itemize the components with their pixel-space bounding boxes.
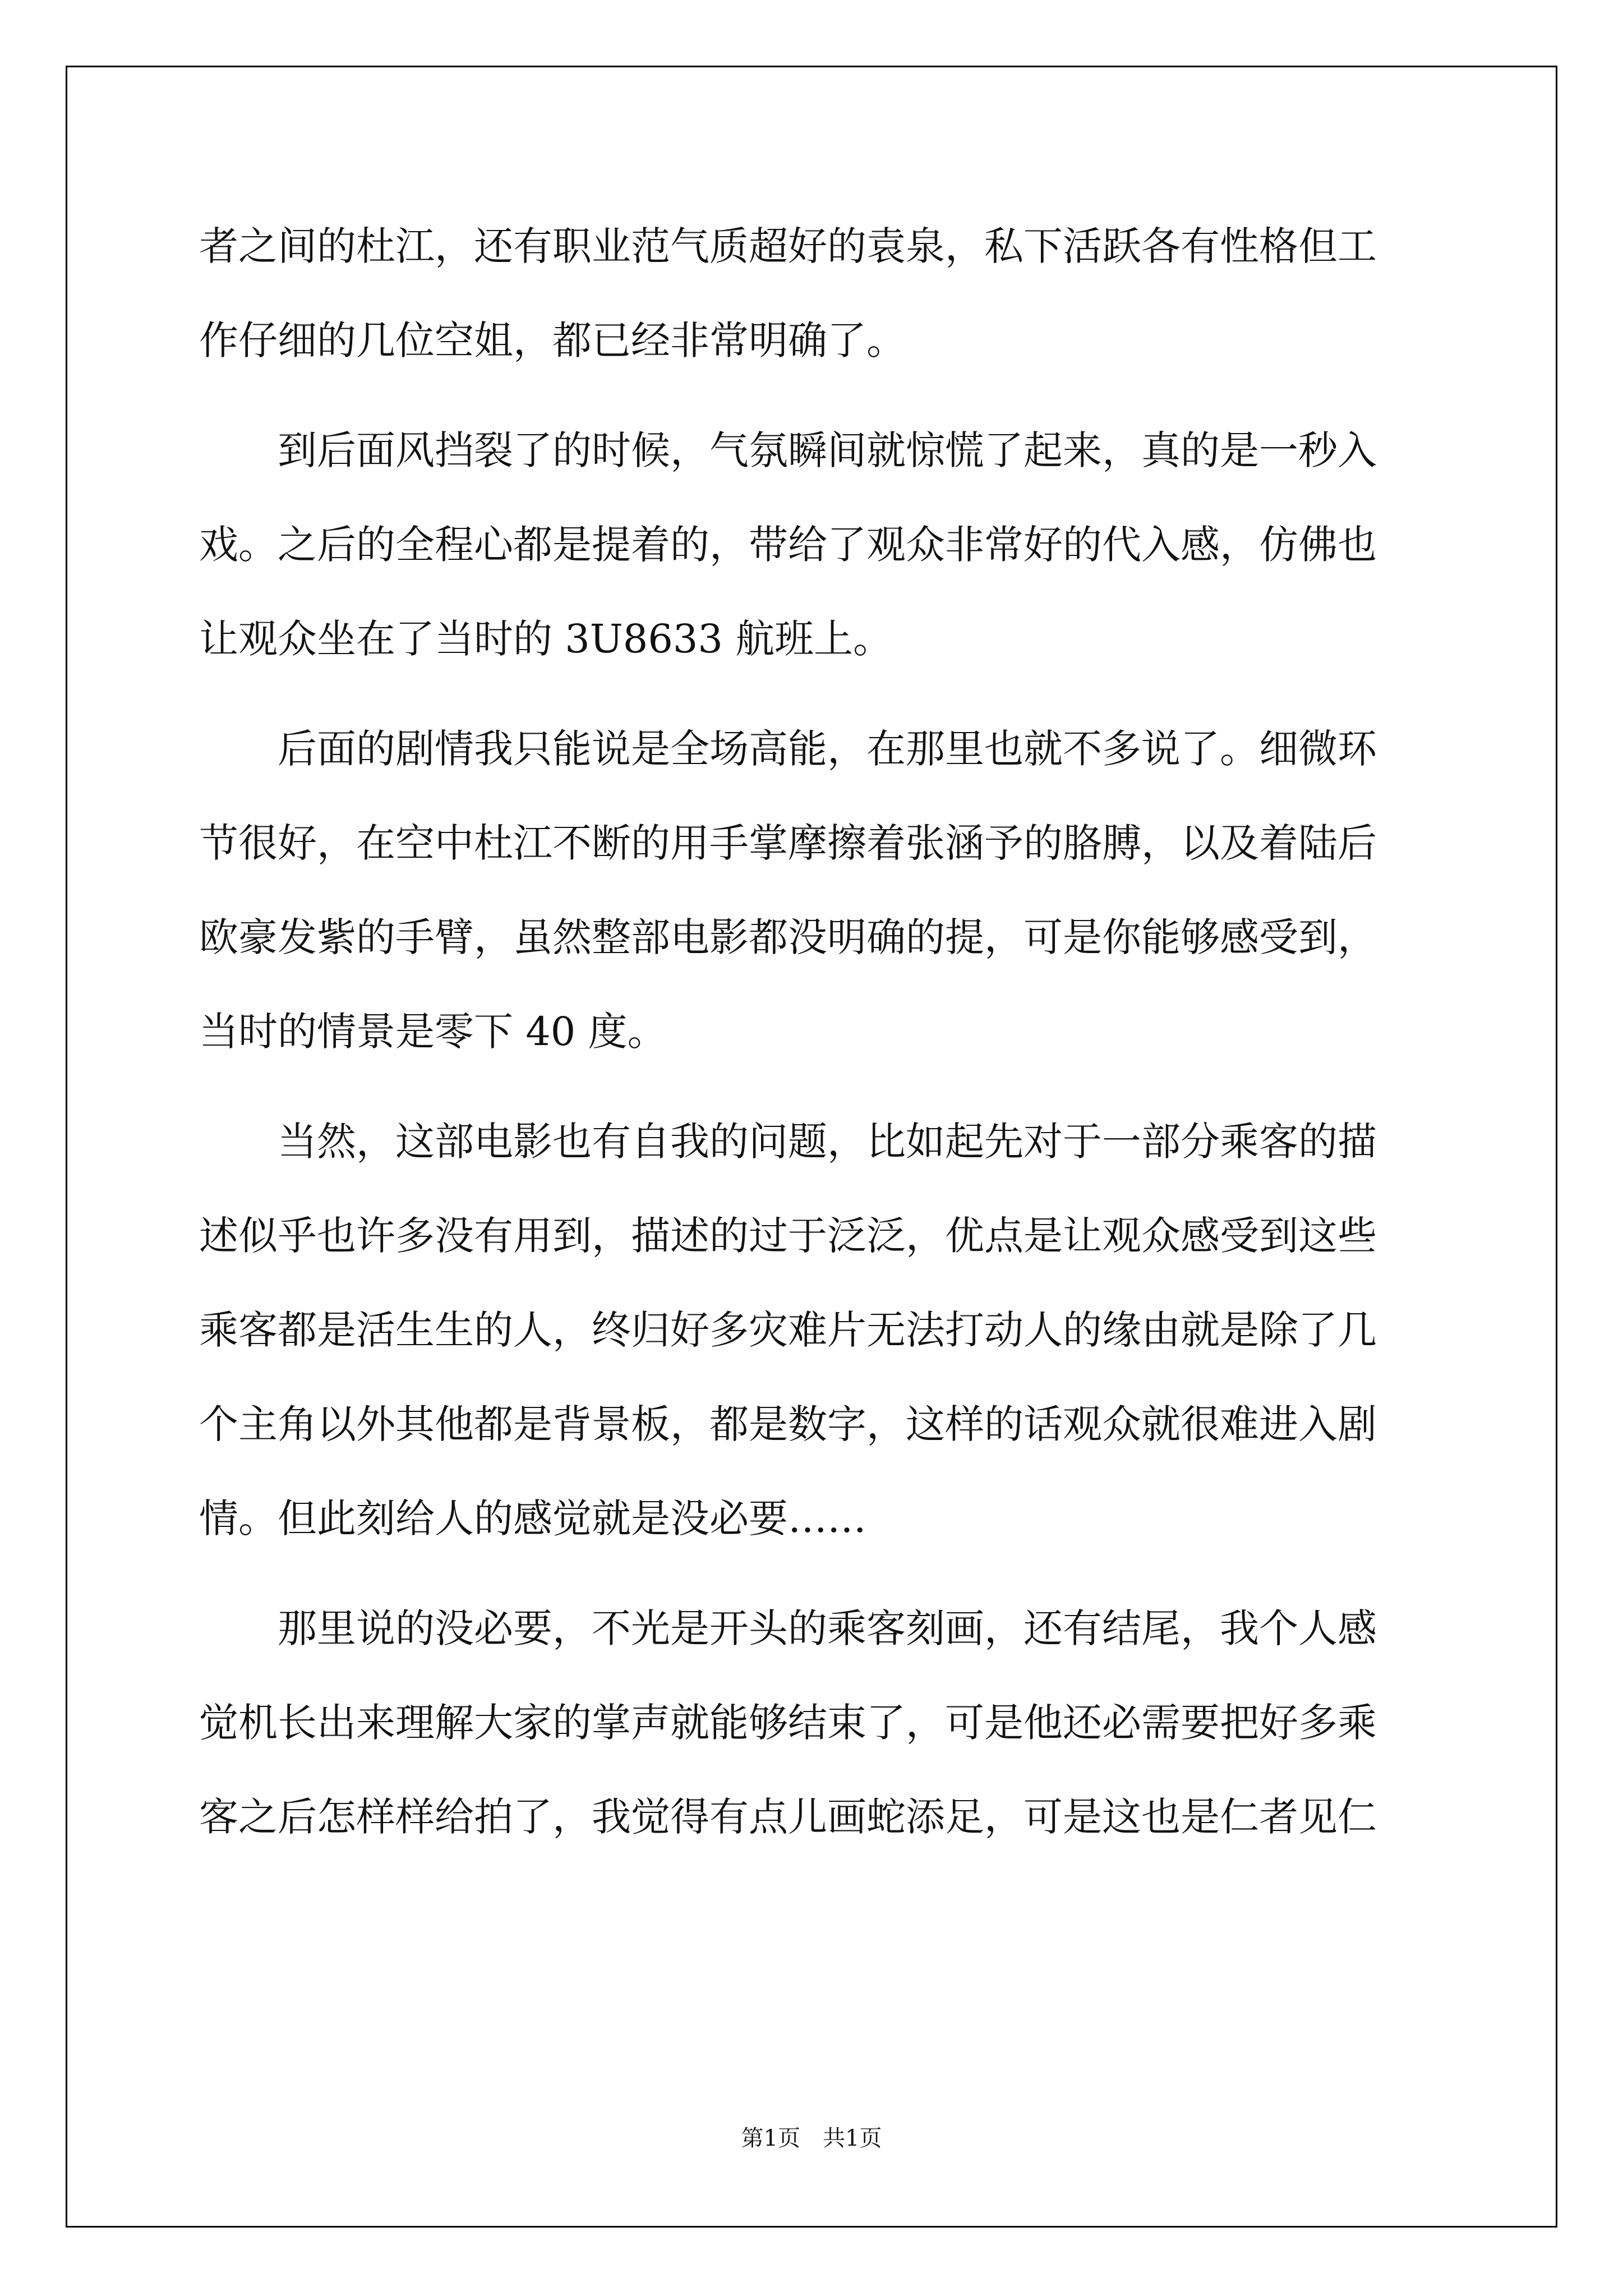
- paragraph-gap: [199, 1566, 1433, 1581]
- paragraph-gap: [199, 388, 1433, 403]
- text-line: 者之间的杜江，还有职业范气质超好的袁泉，私下活跃各有性格但工: [199, 223, 1377, 269]
- text-line: 后面的剧情我只能说是全场高能，在那里也就不多说了。细微环: [199, 726, 1377, 772]
- text-line: 让观众坐在了当时的 3U8633 航班上。: [199, 616, 893, 662]
- document-body: [199, 199, 1433, 1864]
- text-line: 个主角以外其他都是背景板，都是数字，这样的话观众就很难进入剧: [199, 1401, 1377, 1447]
- paragraph-gap: [199, 1079, 1433, 1094]
- text-line: 到后面风挡裂了的时候，气氛瞬间就惊慌了起来，真的是一秒入: [199, 427, 1377, 473]
- text-line: 欧豪发紫的手臂，虽然整部电影都没明确的提，可是你能够感受到，: [199, 914, 1377, 960]
- text-line: 述似乎也许多没有用到，描述的过于泛泛，优点是让观众感受到这些: [199, 1213, 1377, 1259]
- text-line: 作仔细的几位空姐，都已经非常明确了。: [199, 318, 906, 364]
- text-line: 戏。之后的全程心都是提着的，带给了观众非常好的代入感，仿佛也: [199, 522, 1377, 568]
- text-line: 那里说的没必要，不光是开头的乘客刻画，还有结尾，我个人感: [199, 1605, 1377, 1651]
- text-line: 情。但此刻给人的感觉就是没必要……: [199, 1496, 866, 1542]
- text-line: 客之后怎样样给拍了，我觉得有点儿画蛇添足，可是这也是仁者见仁: [199, 1794, 1377, 1840]
- text-line: 觉机长出来理解大家的掌声就能够结束了，可是他还必需要把好多乘: [199, 1700, 1377, 1746]
- text-line: 节很好，在空中杜江不断的用手掌摩擦着张涵予的胳膊，以及着陆后: [199, 820, 1377, 866]
- paragraph-gap: [199, 686, 1433, 702]
- text-line: 当然，这部电影也有自我的问题，比如起先对于一部分乘客的描: [199, 1119, 1377, 1165]
- text-line: 当时的情景是零下 40 度。: [199, 1009, 667, 1055]
- page-number: 第1页 共1页: [741, 2125, 882, 2151]
- text-line: 乘客都是活生生的人，终归好多灾难片无法打动人的缘由就是除了几: [199, 1307, 1377, 1353]
